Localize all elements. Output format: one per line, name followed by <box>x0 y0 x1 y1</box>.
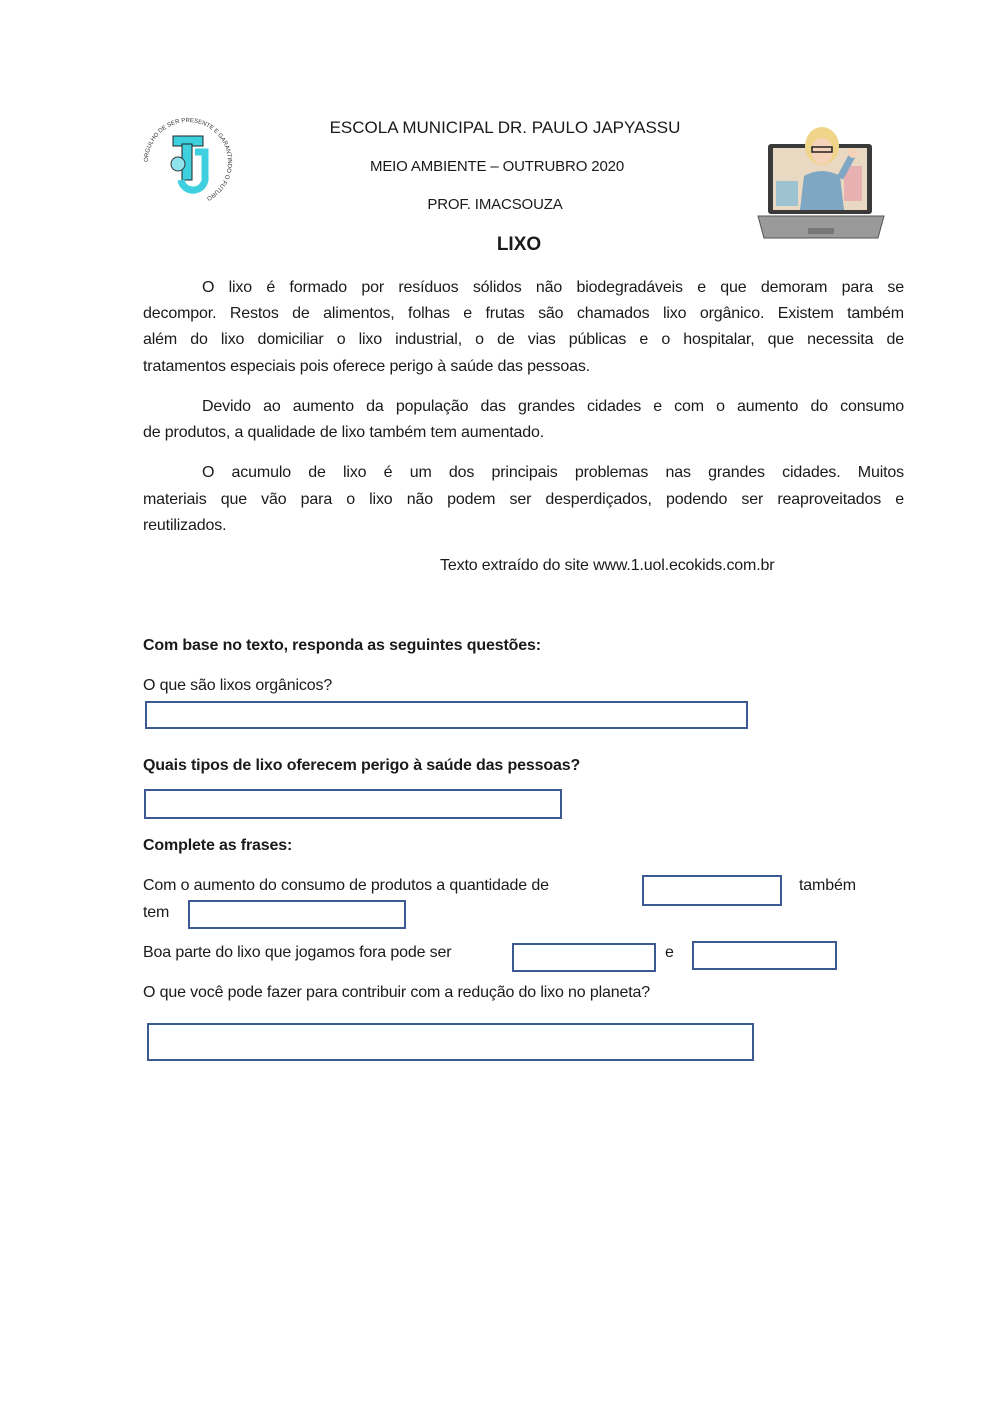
logo-ring-text: ORGULHO DE SER PRESENTE E GARANTINDO O FUTURO <box>143 117 233 202</box>
sentence-1-part-c: tem <box>143 904 170 921</box>
answer-3-input[interactable] <box>147 1023 754 1061</box>
questions-intro: Com base no texto, responda as seguintes questões: <box>143 637 541 654</box>
paragraph-1-line: além do lixo domiciliar o lixo industrial, o de vias públicas e o hospitalar, que necessita de <box>143 331 904 348</box>
paragraph-1-line: O lixo é formado por resíduos sólidos não biodegradáveis e que demoram para se <box>202 279 904 296</box>
teacher-avatar-laptop <box>756 126 886 242</box>
sentence-2-part-b: e <box>665 944 674 961</box>
answer-2-input[interactable] <box>144 789 562 819</box>
school-logo <box>133 112 243 212</box>
paragraph-3-line: O acumulo de lixo é um dos principais problemas nas grandes cidades. Muitos <box>202 464 904 481</box>
sentence-1-part-b: também <box>799 877 856 894</box>
paragraph-1-line: tratamentos especiais pois oferece perigo à saúde das pessoas. <box>143 358 590 375</box>
answer-1-input[interactable] <box>145 701 748 729</box>
school-name: ESCOLA MUNICIPAL DR. PAULO JAPYASSU <box>329 118 681 137</box>
paragraph-2-line: Devido ao aumento da população das grandes cidades e com o aumento do consumo <box>202 398 904 415</box>
blank-4-input[interactable] <box>692 941 837 970</box>
blank-3-input[interactable] <box>512 943 656 972</box>
paragraph-1-line: decompor. Restos de alimentos, folhas e frutas são chamados lixo orgânico. Existem também <box>143 305 904 322</box>
page-title: LIXO <box>496 234 542 255</box>
sentence-2-part-a: Boa parte do lixo que jogamos fora pode ser <box>143 944 452 961</box>
source-citation: Texto extraído do site www.1.uol.ecokids.com.br <box>440 557 775 574</box>
blank-2-input[interactable] <box>188 900 406 929</box>
paragraph-2-line: de produtos, a qualidade de lixo também tem aumentado. <box>143 424 545 441</box>
paragraph-3-line: reutilizados. <box>143 517 227 534</box>
sentence-1-part-a: Com o aumento do consumo de produtos a quantidade de <box>143 877 549 894</box>
paragraph-3-line: materiais que vão para o lixo não podem ser desperdiçados, podendo ser reaproveitados e <box>143 491 904 508</box>
question-2: Quais tipos de lixo oferecem perigo à saúde das pessoas? <box>143 757 581 774</box>
question-1: O que são lixos orgânicos? <box>143 677 333 694</box>
blank-1-input[interactable] <box>642 875 782 906</box>
teacher-line: PROF. IMACSOUZA <box>427 196 563 213</box>
question-3: O que você pode fazer para contribuir com a redução do lixo no planeta? <box>143 984 651 1001</box>
complete-heading: Complete as frases: <box>143 837 293 854</box>
subject-line: MEIO AMBIENTE – OUTRUBRO 2020 <box>369 158 625 175</box>
